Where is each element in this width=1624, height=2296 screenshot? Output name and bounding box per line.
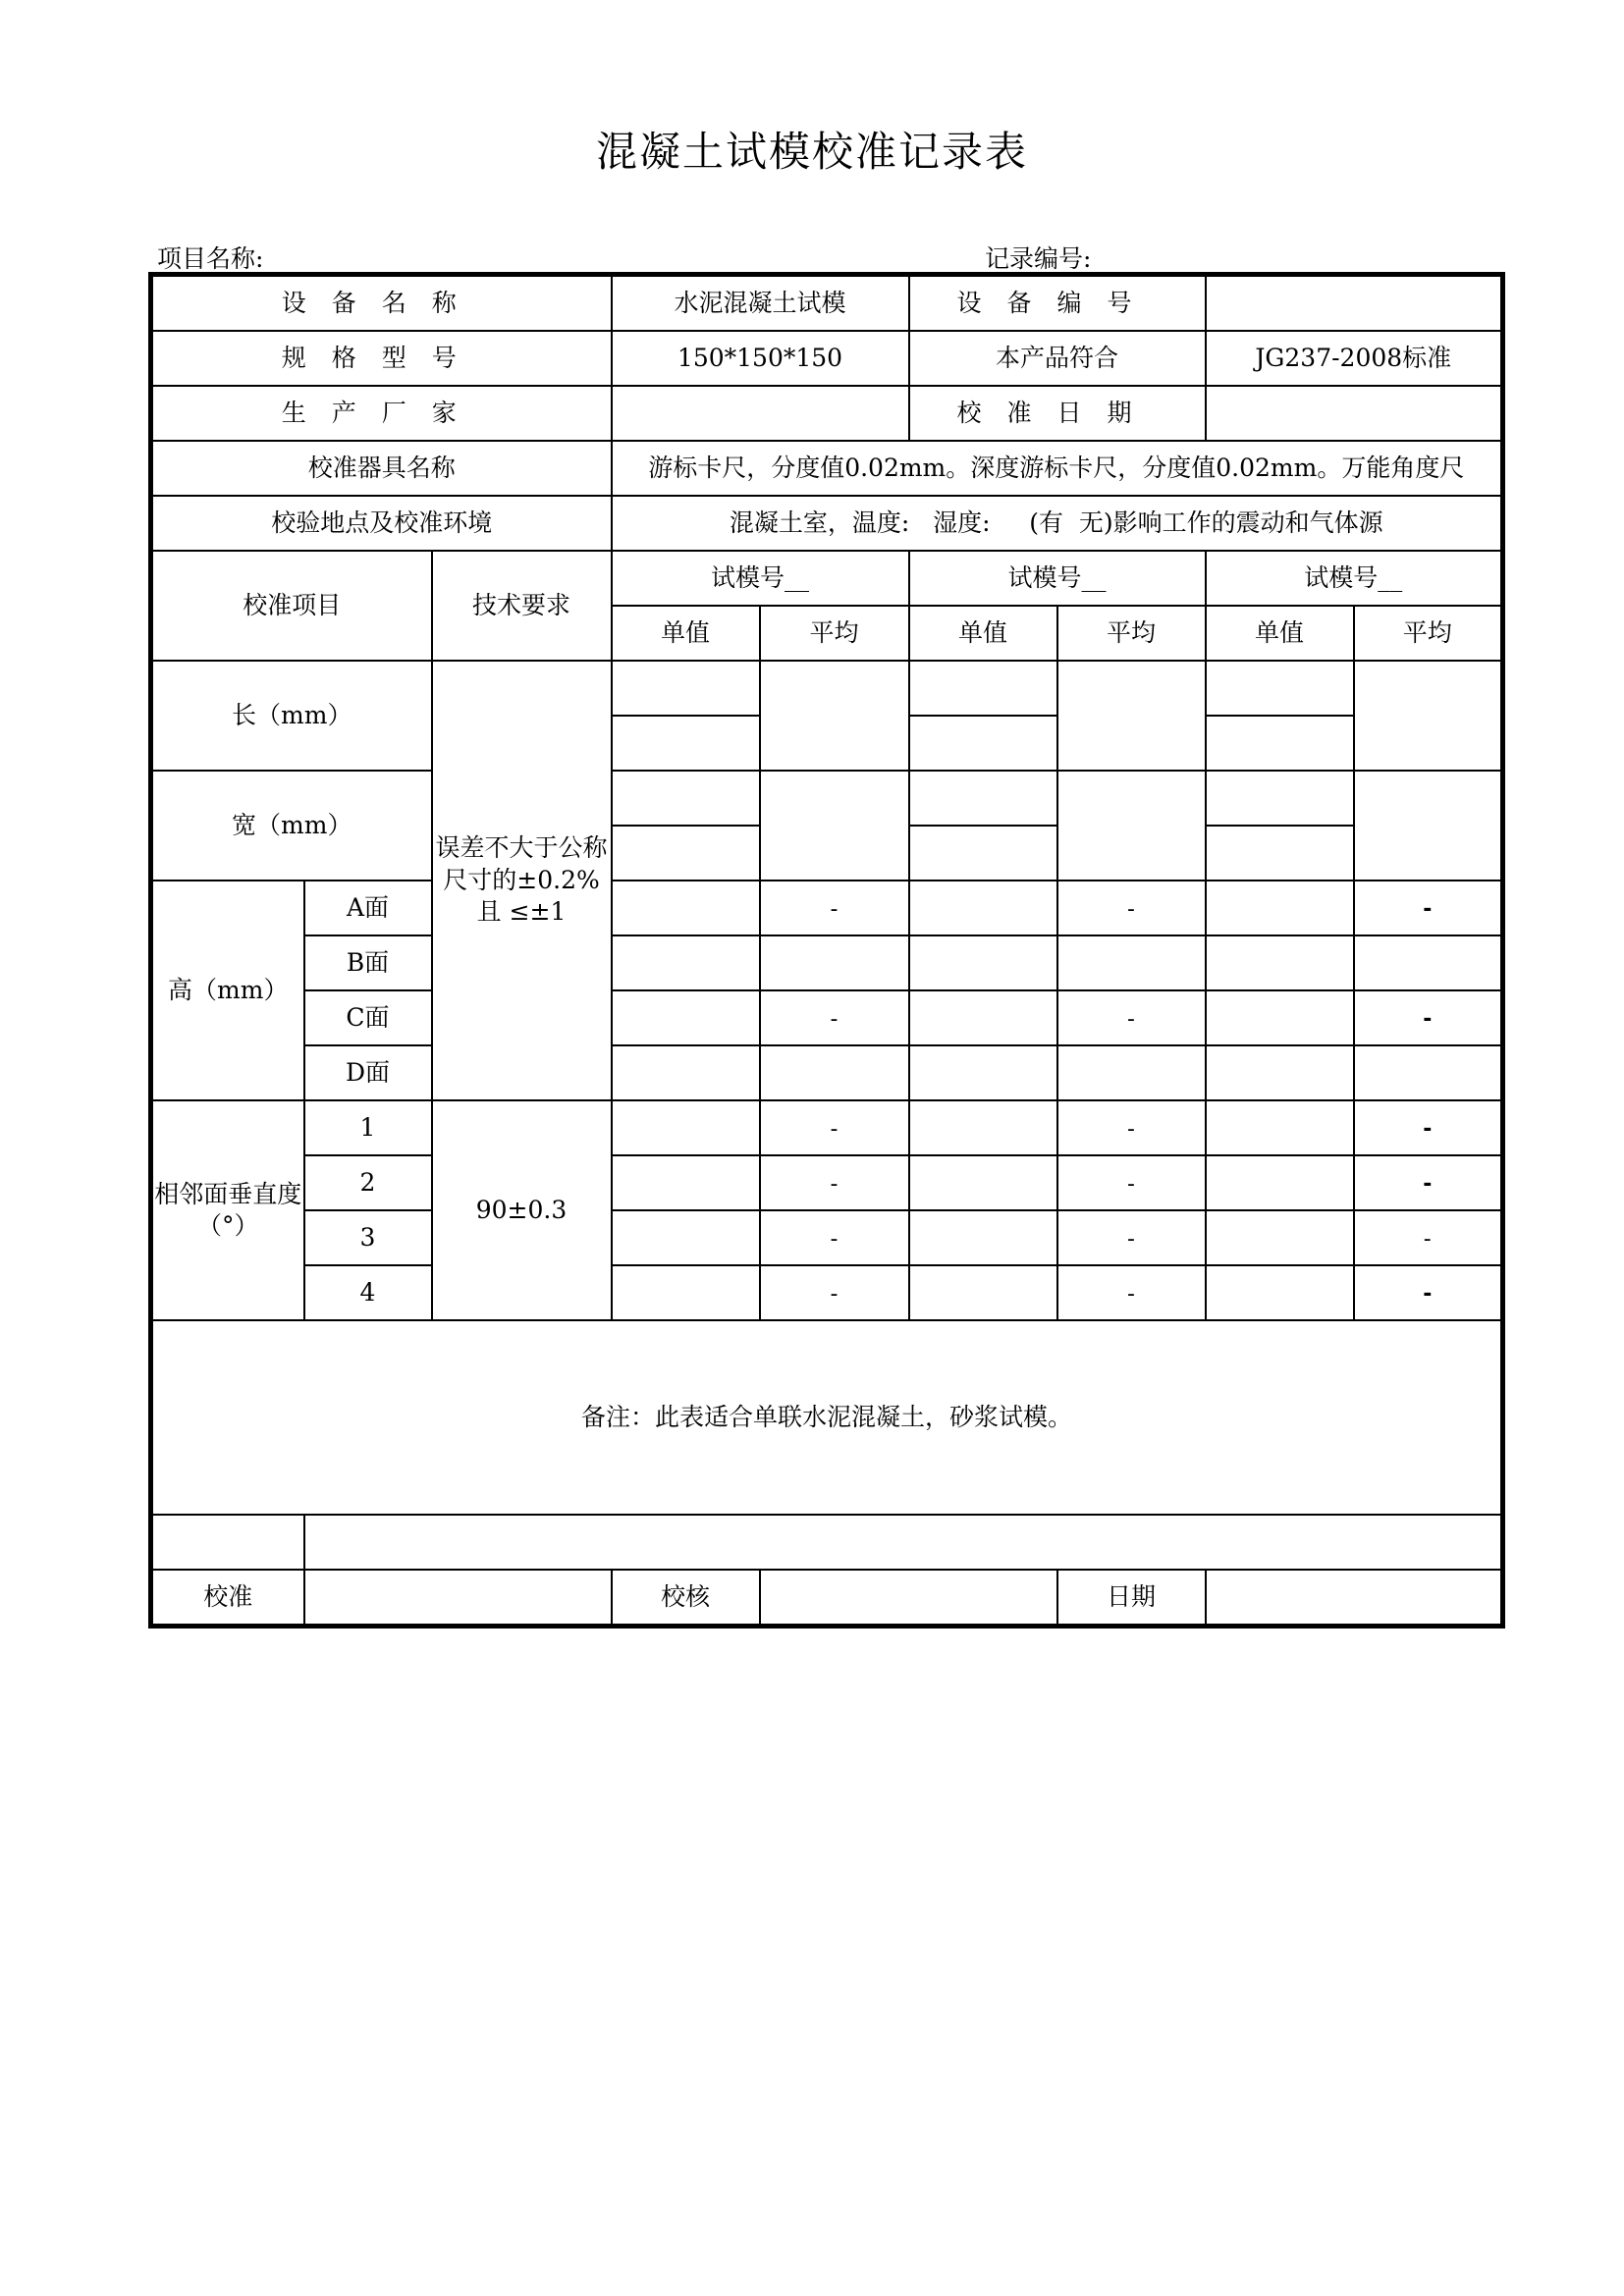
dash-mark: - <box>1127 1006 1135 1032</box>
tools-value[interactable]: 游标卡尺，分度值0.02mm。深度游标卡尺，分度值0.02mm。万能角度尺 <box>612 441 1503 496</box>
dash-cell <box>760 1155 909 1210</box>
length-average-cell[interactable] <box>1354 661 1503 771</box>
dash-mark: - <box>1423 1116 1433 1142</box>
single-header-3: 单值 <box>1206 606 1354 661</box>
dash-mark: - <box>1127 1226 1135 1252</box>
perp-single-cell[interactable] <box>1206 1100 1354 1155</box>
device-name-value[interactable]: 水泥混凝土试模 <box>612 275 909 332</box>
calibrate-label: 校准 <box>151 1570 304 1627</box>
dash-cell <box>1354 1100 1503 1155</box>
height-single-cell[interactable] <box>909 935 1057 990</box>
width-single-cell[interactable] <box>909 826 1057 881</box>
length-single-cell[interactable] <box>612 716 760 771</box>
height-average-cell[interactable] <box>1354 1045 1503 1100</box>
height-single-cell[interactable] <box>909 990 1057 1045</box>
perp-index: 1 <box>304 1100 432 1155</box>
row-tools <box>151 441 1503 496</box>
average-header-2: 平均 <box>1057 606 1206 661</box>
dash-cell <box>1057 1155 1206 1210</box>
dash-cell <box>760 990 909 1045</box>
width-label: 宽（mm） <box>151 771 432 881</box>
perp-single-cell[interactable] <box>1206 1265 1354 1320</box>
length-single-cell[interactable] <box>612 661 760 716</box>
mold-no-1[interactable]: 试模号__ <box>612 551 909 606</box>
row-maker <box>151 386 1503 441</box>
dash-cell <box>760 1265 909 1320</box>
row-signatures <box>151 1570 1503 1627</box>
height-single-cell[interactable] <box>612 881 760 935</box>
face-a-label: A面 <box>304 881 432 935</box>
perp-index: 4 <box>304 1265 432 1320</box>
perp-single-cell[interactable] <box>1206 1210 1354 1265</box>
dash-cell <box>760 881 909 935</box>
dash-mark: - <box>830 1006 839 1032</box>
row-device-name <box>151 275 1503 332</box>
width-average-cell[interactable] <box>1354 771 1503 881</box>
height-single-cell[interactable] <box>612 1045 760 1100</box>
device-no-value[interactable] <box>1206 275 1503 332</box>
height-single-cell[interactable] <box>612 935 760 990</box>
dash-mark: - <box>1423 1006 1433 1032</box>
record-no-label: 记录编号: <box>985 244 1092 273</box>
calibration-form-table <box>148 272 1505 1629</box>
single-header-1: 单值 <box>612 606 760 661</box>
perp-single-cell[interactable] <box>612 1210 760 1265</box>
length-single-cell[interactable] <box>1206 716 1354 771</box>
dash-mark: - <box>830 1226 839 1252</box>
perp-single-cell[interactable] <box>612 1265 760 1320</box>
perp-index: 2 <box>304 1155 432 1210</box>
project-name-label: 项目名称: <box>157 244 264 273</box>
dash-mark: - <box>1127 896 1135 922</box>
row-environment <box>151 496 1503 551</box>
dash-mark: - <box>830 1171 839 1197</box>
height-single-cell[interactable] <box>1206 1045 1354 1100</box>
dash-cell <box>1057 881 1206 935</box>
width-single-cell[interactable] <box>612 826 760 881</box>
width-single-cell[interactable] <box>612 771 760 826</box>
length-single-cell[interactable] <box>909 661 1057 716</box>
tools-label: 校准器具名称 <box>151 441 612 496</box>
dash-mark: - <box>1127 1281 1135 1307</box>
maker-label: 生产厂家 <box>151 386 612 441</box>
perp-single-cell[interactable] <box>612 1100 760 1155</box>
length-average-cell[interactable] <box>760 661 909 771</box>
dash-cell <box>1057 1265 1206 1320</box>
dash-cell <box>760 1100 909 1155</box>
dash-cell <box>1354 990 1503 1045</box>
height-single-cell[interactable] <box>612 990 760 1045</box>
calibrate-signature-field[interactable] <box>304 1570 612 1627</box>
tech-header: 技术要求 <box>432 551 612 661</box>
dash-cell <box>1354 881 1503 935</box>
height-single-cell[interactable] <box>909 1045 1057 1100</box>
dash-cell <box>1354 1265 1503 1320</box>
blank-label-cell[interactable] <box>151 1515 304 1570</box>
length-average-cell[interactable] <box>1057 661 1206 771</box>
env-value[interactable]: 混凝土室，温度: 湿度: (有 无)影响工作的震动和气体源 <box>612 496 1503 551</box>
perp-index: 3 <box>304 1210 432 1265</box>
mold-no-2[interactable]: 试模号__ <box>909 551 1206 606</box>
date-label: 日期 <box>1057 1570 1206 1627</box>
calib-date-label: 校准日期 <box>909 386 1206 441</box>
height-average-cell[interactable] <box>1057 935 1206 990</box>
row-remark <box>151 1320 1503 1515</box>
row-perp-4 <box>151 1265 1503 1320</box>
height-average-cell[interactable] <box>1057 1045 1206 1100</box>
row-height-c <box>151 990 1503 1045</box>
average-header-3: 平均 <box>1354 606 1503 661</box>
width-single-cell[interactable] <box>909 771 1057 826</box>
perpendicularity-label: 相邻面垂直度（°） <box>151 1100 304 1320</box>
device-no-label: 设备编号 <box>909 275 1206 332</box>
face-c-label: C面 <box>304 990 432 1045</box>
single-header-2: 单值 <box>909 606 1057 661</box>
perp-single-cell[interactable] <box>612 1155 760 1210</box>
spec-label: 规格型号 <box>151 331 612 386</box>
height-average-cell[interactable] <box>1354 935 1503 990</box>
average-header-1: 平均 <box>760 606 909 661</box>
perp-single-cell[interactable] <box>909 1265 1057 1320</box>
row-length-1 <box>151 661 1503 716</box>
height-single-cell[interactable] <box>1206 990 1354 1045</box>
row-grid-header-1 <box>151 551 1503 606</box>
dash-mark: - <box>1423 1171 1433 1197</box>
face-d-label: D面 <box>304 1045 432 1100</box>
row-height-b <box>151 935 1503 990</box>
row-width-1 <box>151 771 1503 826</box>
maker-value[interactable] <box>612 386 909 441</box>
calib-date-value[interactable] <box>1206 386 1503 441</box>
dash-mark: - <box>830 896 839 922</box>
row-perp-1 <box>151 1100 1503 1155</box>
row-perp-3 <box>151 1210 1503 1265</box>
check-label: 校核 <box>612 1570 760 1627</box>
page-title: 混凝土试模校准记录表 <box>595 128 1028 176</box>
item-header: 校准项目 <box>151 551 432 661</box>
width-average-cell[interactable] <box>1057 771 1206 881</box>
remark-text[interactable]: 备注：此表适合单联水泥混凝土，砂浆试模。 <box>151 1320 1503 1515</box>
width-single-cell[interactable] <box>1206 771 1354 826</box>
perpendicularity-tech-requirement: 90±0.3 <box>432 1100 612 1320</box>
dash-cell <box>1354 1210 1503 1265</box>
perp-single-cell[interactable] <box>909 1155 1057 1210</box>
dash-mark: - <box>1127 1171 1135 1197</box>
perp-single-cell[interactable] <box>909 1100 1057 1155</box>
row-blank <box>151 1515 1503 1570</box>
blank-value-cell[interactable] <box>304 1515 1503 1570</box>
length-single-cell[interactable] <box>1206 661 1354 716</box>
row-height-a <box>151 881 1503 935</box>
dash-mark: - <box>1423 1281 1433 1307</box>
dash-cell <box>1057 1210 1206 1265</box>
row-perp-2 <box>151 1155 1503 1210</box>
conform-label: 本产品符合 <box>909 331 1206 386</box>
dash-mark: - <box>1423 1226 1432 1252</box>
dash-cell <box>1057 990 1206 1045</box>
standard-value[interactable]: JG237-2008标准 <box>1206 331 1503 386</box>
length-label: 长（mm） <box>151 661 432 771</box>
perp-single-cell[interactable] <box>1206 1155 1354 1210</box>
env-label: 校验地点及校准环境 <box>151 496 612 551</box>
mold-no-3[interactable]: 试模号__ <box>1206 551 1503 606</box>
dash-mark: - <box>1127 1116 1135 1142</box>
height-average-cell[interactable] <box>760 1045 909 1100</box>
row-height-d <box>151 1045 1503 1100</box>
check-signature-field[interactable] <box>760 1570 1057 1627</box>
device-name-label: 设备名称 <box>151 275 612 332</box>
height-label: 高（mm） <box>151 881 304 1100</box>
date-field[interactable] <box>1206 1570 1503 1627</box>
dash-cell <box>1354 1155 1503 1210</box>
height-single-cell[interactable] <box>909 881 1057 935</box>
length-single-cell[interactable] <box>909 716 1057 771</box>
dash-cell <box>1057 1100 1206 1155</box>
dimension-tech-requirement: 误差不大于公称尺寸的±0.2% 且 ≤±1 <box>432 661 612 1100</box>
row-spec <box>151 331 1503 386</box>
height-average-cell[interactable] <box>760 935 909 990</box>
dash-mark: - <box>830 1116 839 1142</box>
perp-single-cell[interactable] <box>909 1210 1057 1265</box>
face-b-label: B面 <box>304 935 432 990</box>
dash-cell <box>760 1210 909 1265</box>
height-single-cell[interactable] <box>1206 881 1354 935</box>
width-single-cell[interactable] <box>1206 826 1354 881</box>
width-average-cell[interactable] <box>760 771 909 881</box>
height-single-cell[interactable] <box>1206 935 1354 990</box>
spec-value[interactable]: 150*150*150 <box>612 331 909 386</box>
dash-mark: - <box>830 1281 839 1307</box>
dash-mark: - <box>1423 896 1433 922</box>
